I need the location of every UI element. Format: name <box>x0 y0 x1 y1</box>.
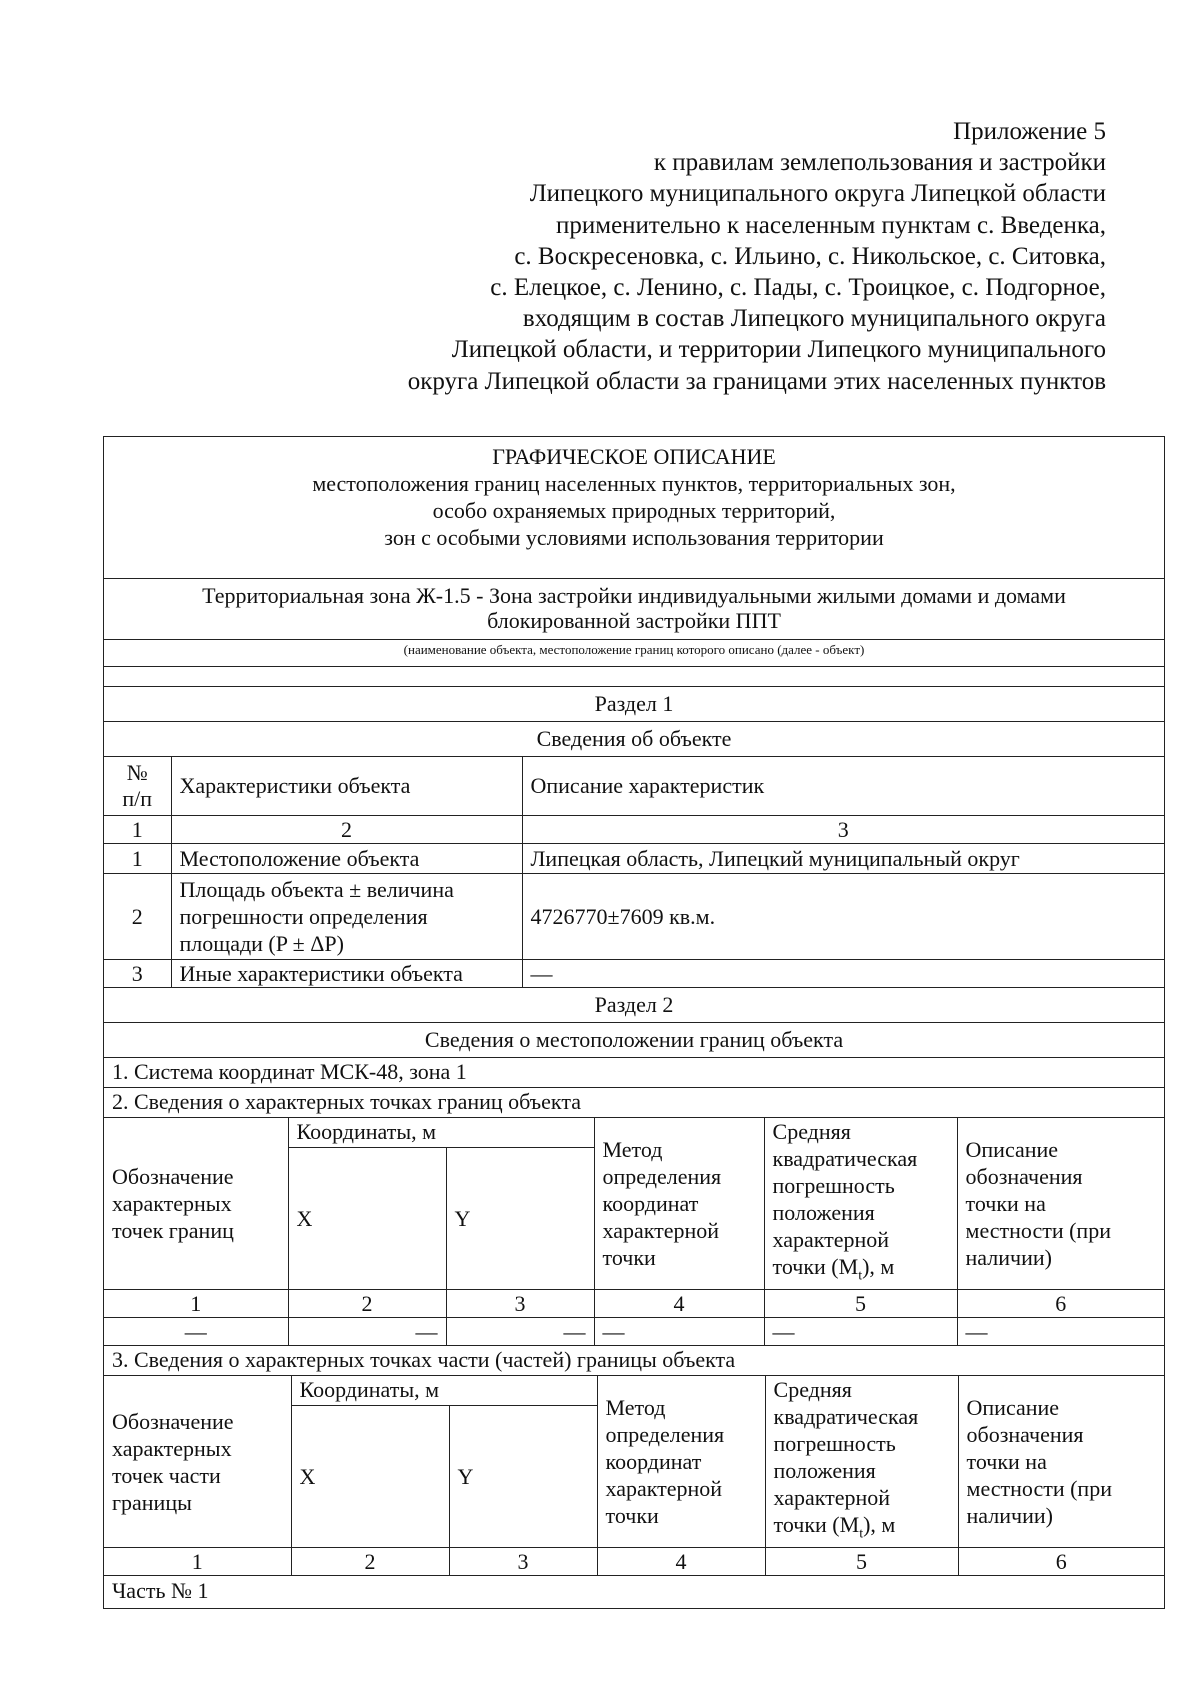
col-point-designation <box>104 1376 291 1548</box>
dash-cell: — <box>594 1317 764 1345</box>
header-line: точки на <box>966 1449 1047 1475</box>
col-number: 6 <box>957 1289 1164 1317</box>
row-value: — <box>522 959 1164 987</box>
dash-cell: — <box>764 1317 957 1345</box>
header-line: координат <box>605 1449 702 1475</box>
col-description <box>957 1118 1164 1290</box>
header-line: погрешность <box>773 1430 896 1456</box>
header-line: характерной <box>773 1484 891 1510</box>
header-line: характерной <box>602 1217 720 1243</box>
header-line: обозначения <box>965 1163 1083 1189</box>
header-line: точки на <box>965 1190 1046 1216</box>
part-boundary-points-table <box>104 1376 1164 1576</box>
header-line: характерных <box>112 1435 232 1461</box>
appendix-line: к правилам землепользования и застройки <box>653 149 1106 177</box>
section2-subtitle: Сведения о местоположении границ объекта <box>104 1023 1164 1058</box>
header-line <box>774 1511 950 1547</box>
row-number: 2 <box>104 873 171 959</box>
table-header-row <box>104 1118 1164 1148</box>
header-line <box>773 1253 949 1289</box>
coord-system: 1. Система координат МСК-48, зона 1 <box>104 1058 1164 1088</box>
object-info-table <box>104 757 1164 988</box>
error-subscript: t <box>859 1526 864 1542</box>
header-line: местности (при <box>966 1476 1112 1502</box>
table-header-row <box>104 757 1164 815</box>
row-value: Липецкая область, Липецкий муниципальный округ <box>522 843 1164 873</box>
header-line: координат <box>602 1190 699 1216</box>
header-line: Средняя <box>773 1376 852 1402</box>
table-row <box>104 959 1164 987</box>
table-row <box>104 843 1164 873</box>
header-line: характерной <box>605 1476 723 1502</box>
header-line: определения <box>605 1422 725 1448</box>
header-line: наличии) <box>966 1503 1053 1529</box>
part-label: Часть № 1 <box>104 1576 1164 1609</box>
row-characteristic: Местоположение объекта <box>171 843 522 873</box>
parts-title: 3. Сведения о характерных точках части (частей) границы объекта <box>104 1346 1164 1376</box>
error-text: точки (M <box>773 1511 860 1537</box>
col-number: 5 <box>764 1289 957 1317</box>
header-line: квадратическая <box>772 1145 918 1171</box>
header-line: Описание <box>966 1395 1060 1421</box>
header-line: Обозначение <box>112 1163 234 1189</box>
appendix-line: Липецкой области, и территории Липецкого муниципального <box>451 336 1106 364</box>
form-header <box>104 437 1164 579</box>
header-line: точки <box>605 1503 659 1529</box>
error-subscript: t <box>858 1267 863 1283</box>
dash-cell: — <box>104 1317 288 1345</box>
header-line: характерных <box>112 1190 232 1216</box>
col-number: 6 <box>958 1548 1164 1576</box>
col-x: X <box>288 1147 446 1289</box>
col-number: 1 <box>104 1548 291 1576</box>
error-text: ), м <box>862 1253 895 1279</box>
section1-subtitle: Сведения об объекте <box>104 722 1164 757</box>
col-y: Y <box>446 1147 594 1289</box>
col-error <box>765 1376 958 1548</box>
col-desc-header: Описание характеристик <box>522 757 1164 815</box>
header-line: точек части <box>112 1462 221 1488</box>
col-y: Y <box>449 1406 597 1548</box>
col-number: 4 <box>594 1289 764 1317</box>
header-line: местности (при <box>965 1217 1111 1243</box>
form-subtitle-line: местоположения границ населенных пунктов, территориальных зон, <box>312 471 956 496</box>
col-number: 1 <box>104 1289 288 1317</box>
appendix-line: Приложение 5 <box>953 118 1106 145</box>
spacer-row <box>104 667 1164 687</box>
table-header-row <box>104 1376 1164 1406</box>
header-line: определения <box>602 1163 722 1189</box>
graphic-description-form <box>103 436 1165 1609</box>
coords-header: Координаты, м <box>291 1376 597 1406</box>
header-line: Метод <box>602 1136 663 1162</box>
header-line: положения <box>773 1457 876 1483</box>
appendix-line: Липецкого муниципального округа Липецкой области <box>529 180 1106 208</box>
section2-title: Раздел 2 <box>104 988 1164 1023</box>
col-number: 2 <box>288 1289 446 1317</box>
dash-cell: — <box>446 1317 594 1345</box>
appendix-line: с. Воскресеновка, с. Ильино, с. Никольское, с. Ситовка, <box>514 242 1106 270</box>
zone-name-line: Территориальная зона Ж-1.5 - Зона застройки индивидуальными жилыми домами и домами <box>202 583 1066 608</box>
col-number: 2 <box>291 1548 449 1576</box>
header-line: Обозначение <box>112 1408 234 1434</box>
header-line: Описание <box>965 1136 1059 1162</box>
appendix-line: входящим в состав Липецкого муниципального округа <box>522 305 1106 333</box>
table-row <box>104 1289 1164 1317</box>
appendix-line: с. Елецкое, с. Ленино, с. Пады, с. Троицкое, с. Подгорное, <box>490 274 1106 302</box>
header-line: характерной <box>772 1226 890 1252</box>
col-method <box>594 1118 764 1290</box>
header-line: наличии) <box>965 1244 1052 1270</box>
col-number: 1 <box>104 815 171 843</box>
error-text: точки (M <box>772 1253 859 1279</box>
row-characteristic-line: площади (P ± ΔP) <box>179 930 344 956</box>
col-number: 4 <box>597 1548 765 1576</box>
row-characteristic <box>171 873 522 959</box>
row-characteristic-line: Площадь объекта ± величина <box>179 876 454 902</box>
form-title: ГРАФИЧЕСКОЕ ОПИСАНИЕ <box>492 444 776 469</box>
appendix-line: округа Липецкой области за границами этих населенных пунктов <box>407 367 1106 395</box>
appendix-header <box>106 116 1106 397</box>
header-line: положения <box>772 1199 875 1225</box>
section1-title: Раздел 1 <box>104 687 1164 722</box>
dash-cell: — <box>288 1317 446 1345</box>
col-no-label: п/п <box>122 785 153 811</box>
header-line: погрешность <box>772 1172 895 1198</box>
form-subtitle-line: особо охраняемых природных территорий, <box>432 498 836 523</box>
header-line: обозначения <box>966 1422 1084 1448</box>
table-row <box>104 815 1164 843</box>
table-row <box>104 1548 1164 1576</box>
header-line: Средняя <box>772 1118 851 1144</box>
header-line: точек границ <box>112 1217 234 1243</box>
col-number: 3 <box>446 1289 594 1317</box>
col-x: X <box>291 1406 449 1548</box>
zone-note: (наименование объекта, местоположение границ которого описано (далее - объект) <box>104 639 1164 667</box>
col-number: 3 <box>522 815 1164 843</box>
header-line: квадратическая <box>773 1403 919 1429</box>
appendix-line: применительно к населенным пунктам с. Введенка, <box>556 211 1106 239</box>
dash-cell: — <box>957 1317 1164 1345</box>
col-number: 2 <box>171 815 522 843</box>
col-char-header: Характеристики объекта <box>171 757 522 815</box>
header-line: Метод <box>605 1395 666 1421</box>
boundary-points-table <box>104 1118 1164 1346</box>
col-point-designation <box>104 1118 288 1290</box>
col-description <box>958 1376 1164 1548</box>
col-error <box>764 1118 957 1290</box>
row-value: 4726770±7609 кв.м. <box>522 873 1164 959</box>
row-characteristic-line: погрешности определения <box>179 903 428 929</box>
row-characteristic: Иные характеристики объекта <box>171 959 522 987</box>
error-text: ), м <box>863 1511 896 1537</box>
col-number: 3 <box>449 1548 597 1576</box>
header-line: точки <box>602 1244 656 1270</box>
col-no-header <box>104 757 171 815</box>
zone-name <box>104 579 1164 639</box>
col-no-label: № <box>126 759 148 785</box>
row-number: 3 <box>104 959 171 987</box>
col-method <box>597 1376 765 1548</box>
form-subtitle-line: зон с особыми условиями использования территории <box>384 525 884 550</box>
points-title: 2. Сведения о характерных точках границ объекта <box>104 1088 1164 1118</box>
zone-name-line: блокированной застройки ППТ <box>487 608 781 633</box>
row-number: 1 <box>104 843 171 873</box>
coords-header: Координаты, м <box>288 1118 594 1148</box>
col-number: 5 <box>765 1548 958 1576</box>
header-line: границы <box>112 1489 192 1515</box>
table-row <box>104 873 1164 959</box>
table-row <box>104 1317 1164 1345</box>
